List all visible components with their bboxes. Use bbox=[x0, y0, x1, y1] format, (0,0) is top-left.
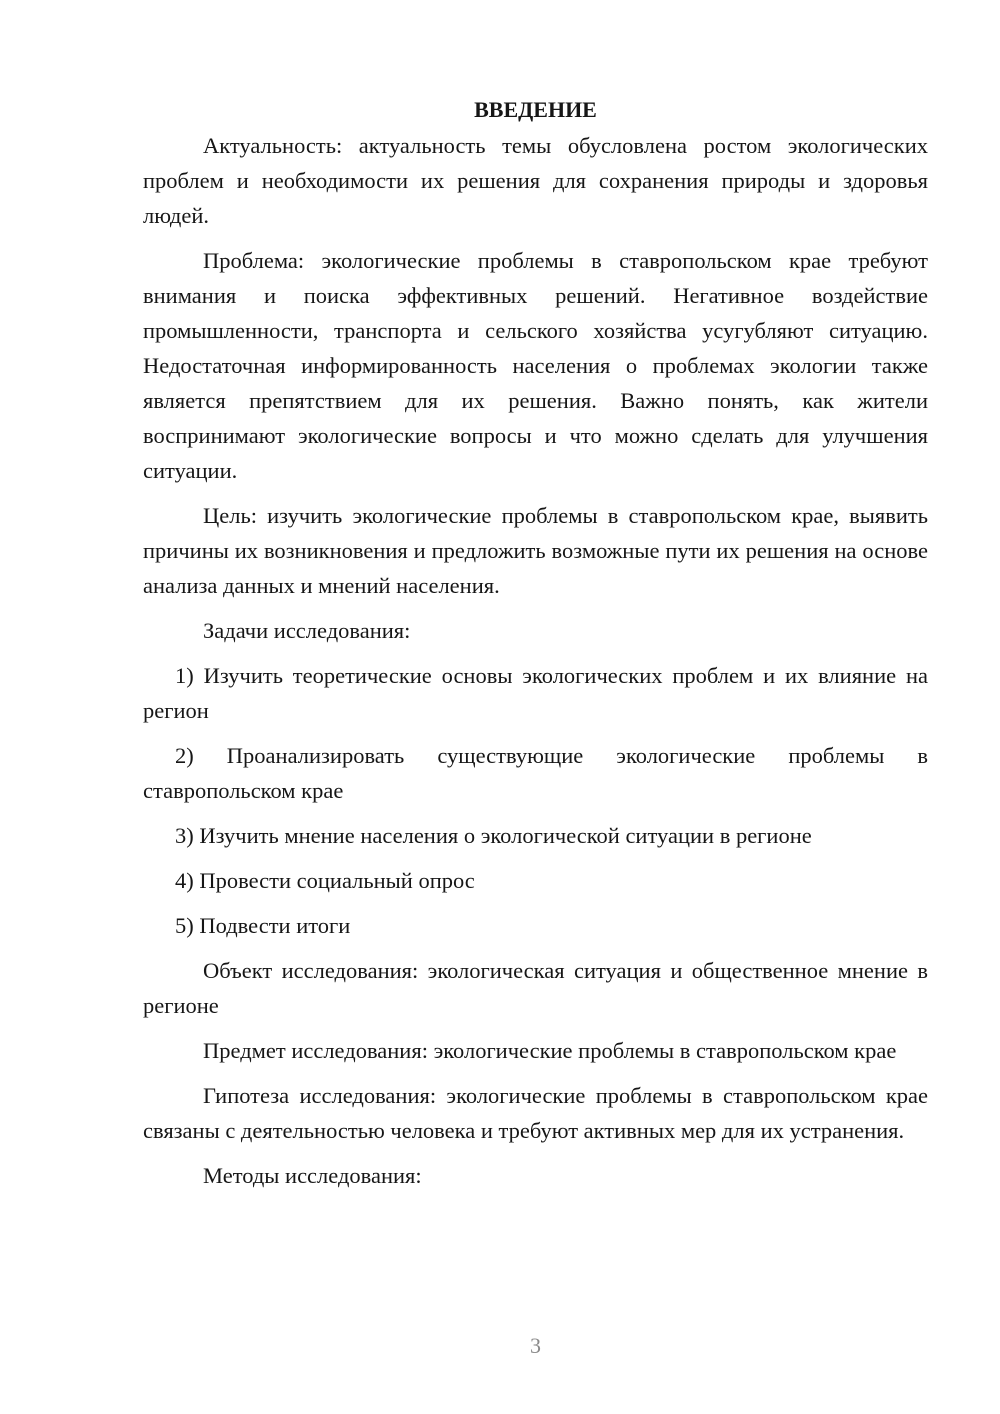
paragraph-problem: Проблема: экологические проблемы в ставропольском крае требуют внимания и поиска эффективных решений. Негативное воздействие промышленности, транспорта и сельского хозяйства усугубляют ситуацию. Недостаточная информированность населения о проблемах экологии также является препятствием для их решения. Важно понять, как жители воспринимают экологические вопросы и что можно сделать для улучшения ситуации. bbox=[143, 248, 928, 483]
paragraph-object: Объект исследования: экологическая ситуация и общественное мнение в регионе bbox=[143, 958, 928, 1018]
task-item-3: 3) Изучить мнение населения о экологической ситуации в регионе bbox=[175, 823, 812, 848]
paragraph-subject: Предмет исследования: экологические проблемы в ставропольском крае bbox=[203, 1038, 897, 1063]
paragraph-hypothesis: Гипотеза исследования: экологические проблемы в ставропольском крае связаны с деятельностью человека и требуют активных мер для их устранения. bbox=[143, 1083, 928, 1143]
page-title: ВВЕДЕНИЕ bbox=[474, 97, 597, 122]
task-item-1: 1) Изучить теоретические основы экологических проблем и их влияние на регион bbox=[143, 663, 928, 723]
paragraph-tasks-heading: Задачи исследования: bbox=[203, 618, 411, 643]
task-item-4: 4) Провести социальный опрос bbox=[175, 868, 475, 893]
paragraph-goal: Цель: изучить экологические проблемы в ставропольском крае, выявить причины их возникновения и предложить возможные пути их решения на основе анализа данных и мнений населения. bbox=[143, 503, 928, 598]
paragraph-methods: Методы исследования: bbox=[203, 1163, 422, 1188]
paragraph-relevance: Актуальность: актуальность темы обусловлена ростом экологических проблем и необходимости их решения для сохранения природы и здоровья людей. bbox=[143, 133, 928, 228]
task-item-2: 2) Проанализировать существующие экологические проблемы в ставропольском крае bbox=[143, 743, 928, 803]
task-item-5: 5) Подвести итоги bbox=[175, 913, 351, 938]
page-content bbox=[143, 92, 928, 1203]
page-number: 3 bbox=[530, 1333, 541, 1358]
